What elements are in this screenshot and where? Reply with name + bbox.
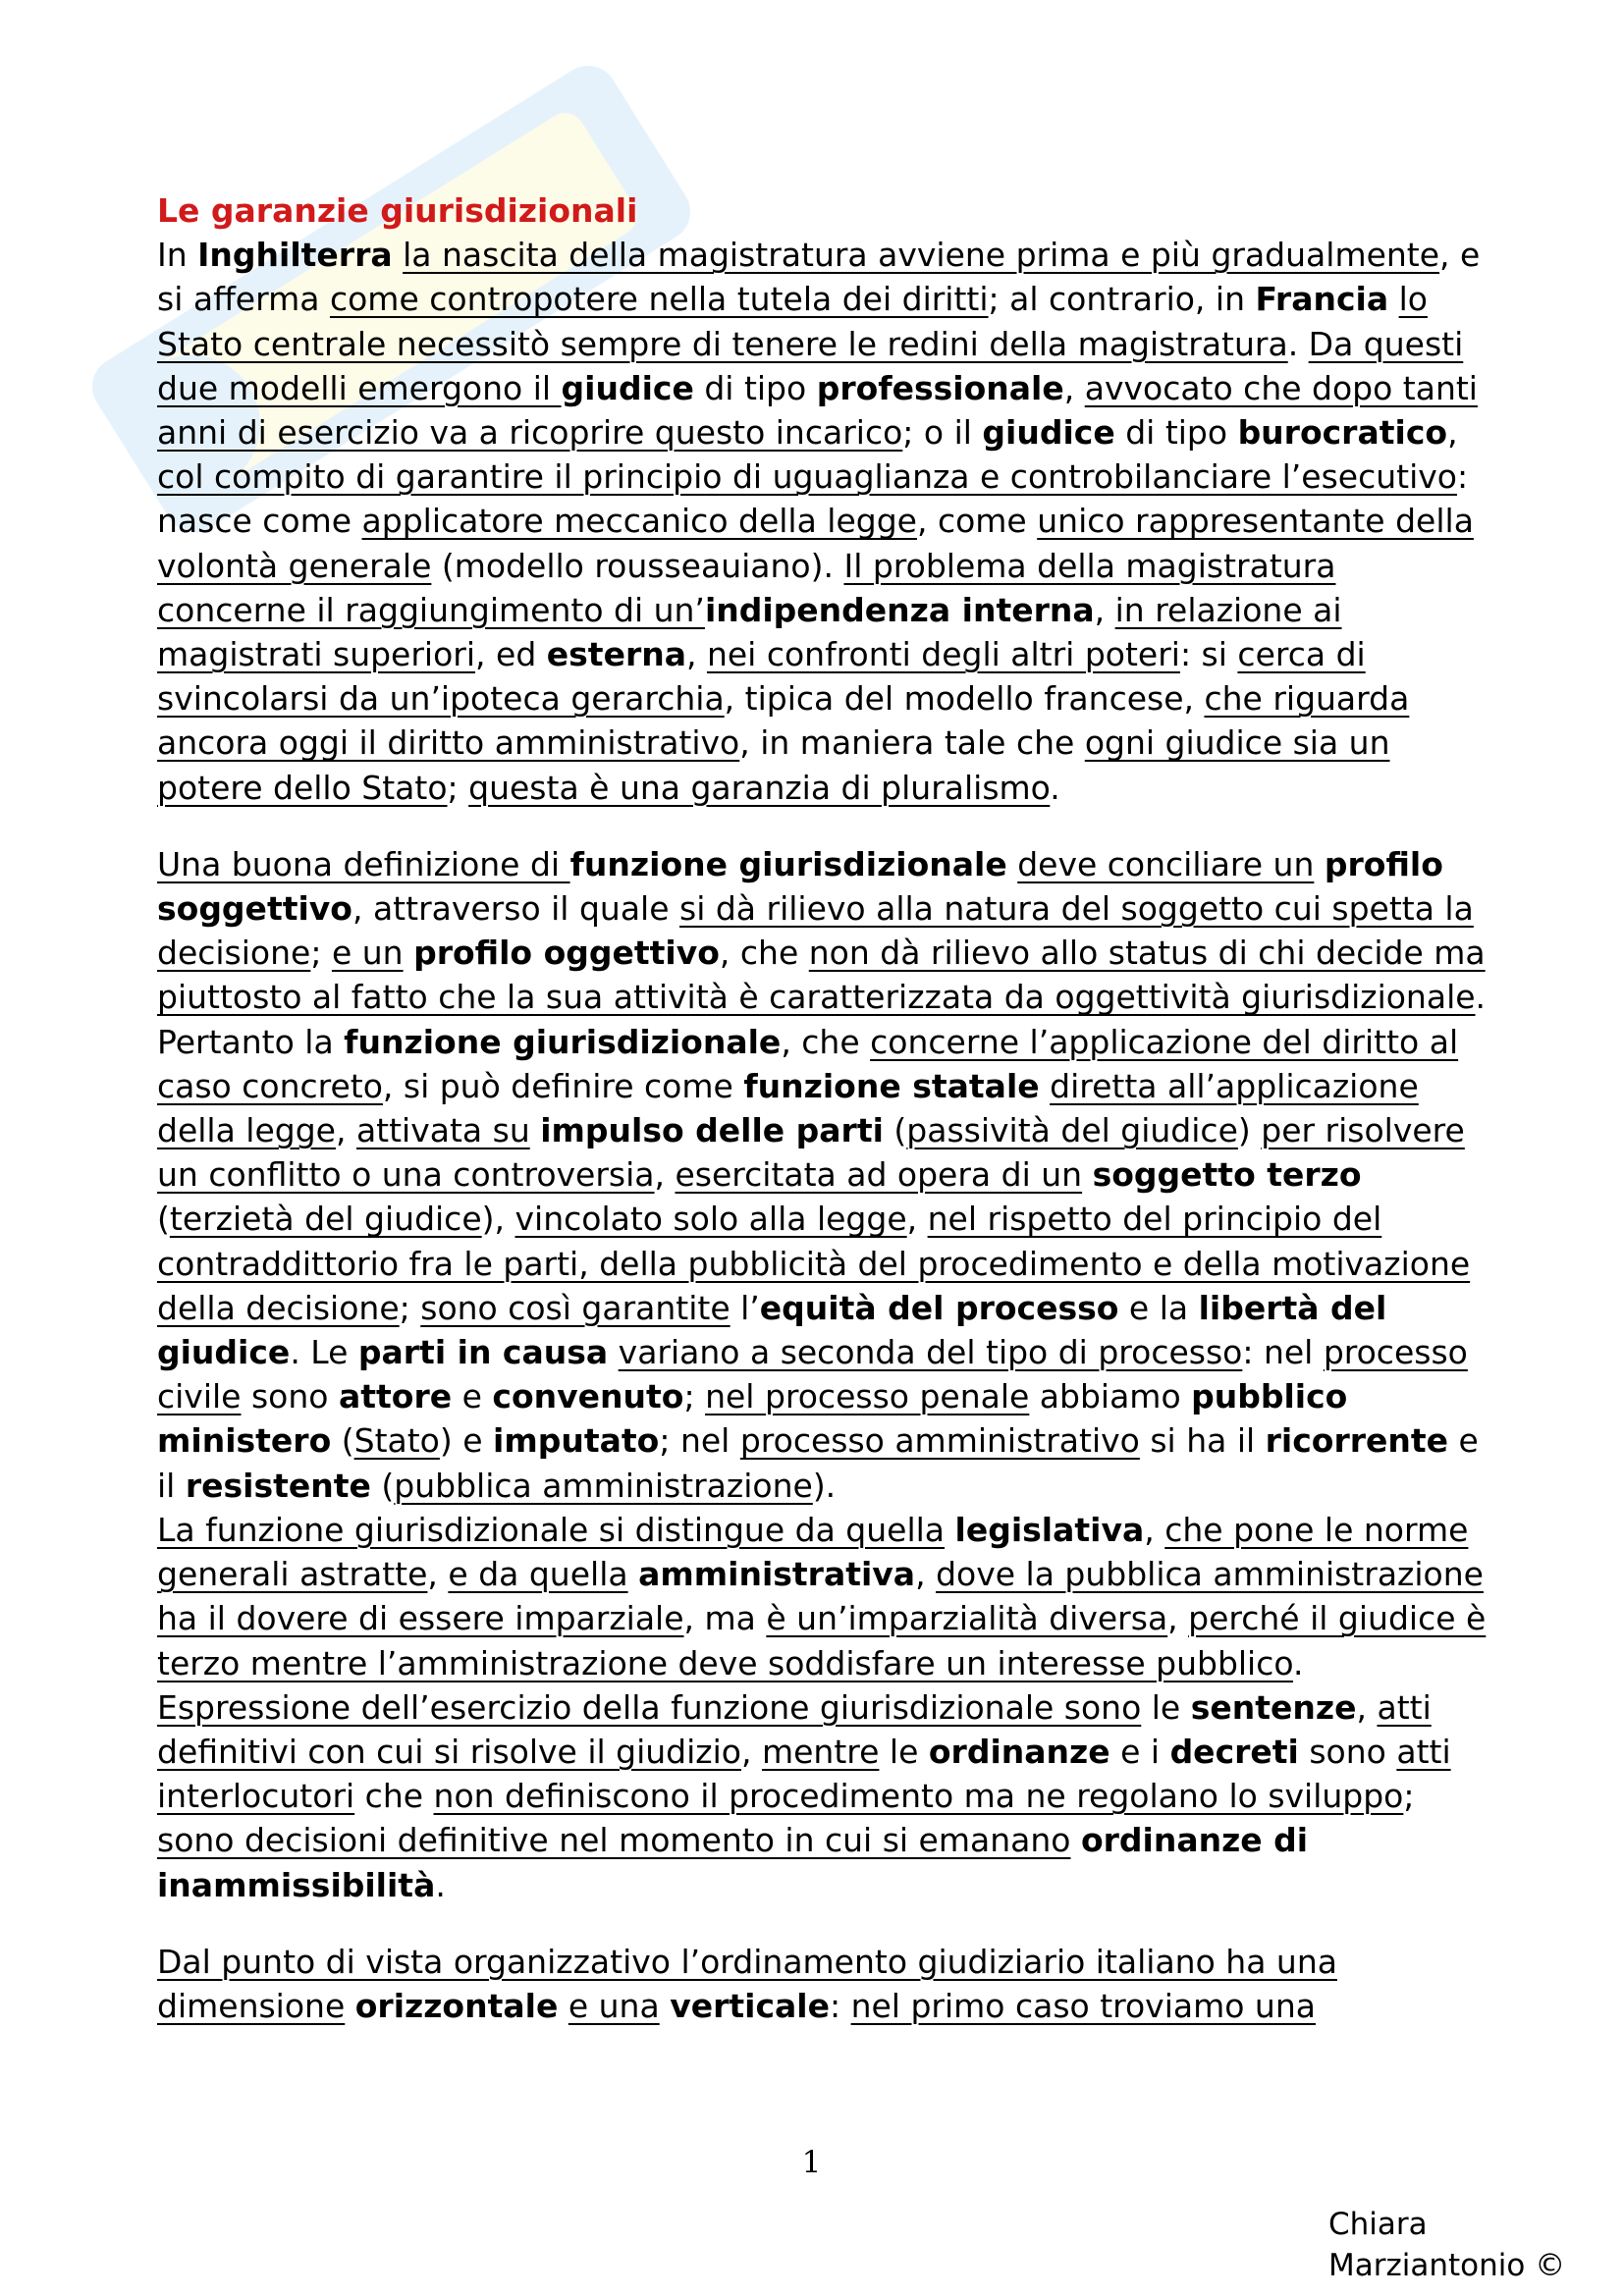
text-run: , che bbox=[719, 934, 809, 973]
text-run: di tipo bbox=[693, 368, 817, 407]
bold-text: pubblico ministero bbox=[157, 1377, 1348, 1461]
text-run: , che bbox=[781, 1022, 871, 1061]
text-run: ; bbox=[310, 934, 332, 973]
text-run bbox=[1388, 280, 1399, 318]
underlined-text: nel primo caso troviamo una bbox=[850, 1986, 1316, 2025]
bold-text: giudice bbox=[561, 368, 694, 407]
underlined-text: e da quella bbox=[448, 1555, 628, 1594]
text-run: , bbox=[1447, 413, 1458, 453]
text-run: abbiamo bbox=[1029, 1377, 1192, 1416]
text-run: , bbox=[427, 1555, 449, 1594]
underlined-text: dove la pubblica amministrazione ha il dovere di essere imparziale bbox=[157, 1555, 1484, 1638]
paragraph bbox=[157, 1020, 1492, 1508]
bold-text: verticale bbox=[670, 1986, 830, 2025]
paragraph bbox=[157, 1508, 1492, 1685]
document-title: Le garanzie giurisdizionali bbox=[157, 191, 638, 230]
author-credit: Chiara Marziantonio © bbox=[1328, 2207, 1566, 2283]
underlined-text: nei confronti degli altri poteri bbox=[706, 635, 1180, 674]
underlined-text: sono decisioni definitive nel momento in cui si emanano bbox=[157, 1821, 1071, 1860]
text-run: e bbox=[452, 1377, 493, 1416]
underlined-text: atti definitivi con cui si risolve il giudizio bbox=[157, 1687, 1432, 1771]
paragraph bbox=[157, 233, 1492, 810]
underlined-text: perché il giudice è terzo mentre l’amministrazione deve soddisfare un interesse pubblico bbox=[157, 1599, 1487, 1682]
text-run: e il bbox=[157, 1421, 1479, 1505]
underlined-text: Da questi due modelli emergono il bbox=[157, 324, 1464, 407]
underlined-text: la nascita della magistratura avviene prima e più gradualmente bbox=[403, 236, 1440, 275]
underlined-text: non dà rilievo allo status di chi decide ma piuttosto al fatto che la sua attività è caratterizzata da oggettività giurisdizionale bbox=[157, 934, 1486, 1017]
underlined-text: pubblica amministrazione bbox=[394, 1466, 813, 1505]
text-run: ; bbox=[683, 1377, 706, 1416]
bold-text: burocratico bbox=[1237, 413, 1448, 453]
text-run bbox=[345, 1987, 355, 2025]
text-run bbox=[628, 1555, 639, 1593]
underlined-text: questa è una garanzia di pluralismo bbox=[468, 768, 1051, 807]
text-run: ( bbox=[370, 1466, 395, 1505]
bold-text: profilo soggettivo bbox=[157, 844, 1443, 929]
text-run: : si bbox=[1179, 635, 1238, 674]
bold-text: imputato bbox=[493, 1421, 660, 1461]
text-run: ; nel bbox=[659, 1421, 740, 1461]
text-run: l’ bbox=[730, 1288, 760, 1327]
underlined-text: applicatore meccanico della legge bbox=[361, 502, 917, 541]
paragraph bbox=[157, 1940, 1492, 2028]
text-run: , in maniera tale che bbox=[739, 723, 1085, 763]
underlined-text: unico rappresentante della volontà generale bbox=[157, 502, 1474, 585]
bold-text: Francia bbox=[1255, 280, 1389, 319]
text-run: . bbox=[1292, 1643, 1304, 1682]
underlined-text: non definiscono il procedimento ma ne regolano lo sviluppo bbox=[433, 1777, 1404, 1816]
text-run: e i bbox=[1109, 1732, 1170, 1771]
text-run bbox=[660, 1987, 671, 2025]
underlined-text: ogni giudice sia un potere dello Stato bbox=[157, 723, 1390, 807]
underlined-text: come contropotere nella tutela dei diritti bbox=[329, 280, 989, 319]
text-run bbox=[1070, 1821, 1081, 1859]
text-run: , bbox=[1356, 1687, 1378, 1727]
bold-text: funzione statale bbox=[743, 1066, 1040, 1105]
text-run: sono bbox=[1298, 1732, 1397, 1771]
text-run: ; o il bbox=[902, 413, 983, 453]
text-run bbox=[530, 1111, 541, 1149]
text-run: , bbox=[1063, 368, 1085, 407]
text-run: , ma bbox=[683, 1599, 767, 1638]
bold-text: ricorrente bbox=[1265, 1421, 1449, 1461]
text-run: , bbox=[654, 1155, 676, 1195]
underlined-text: Stato bbox=[353, 1421, 440, 1461]
text-run: , bbox=[1144, 1510, 1165, 1549]
text-run: , si può definire come bbox=[382, 1066, 744, 1105]
bold-text: soggetto terzo bbox=[1092, 1155, 1362, 1195]
paragraph bbox=[157, 1685, 1492, 1907]
text-run: . bbox=[435, 1865, 446, 1904]
text-run: . bbox=[1475, 978, 1487, 1017]
underlined-text: concerne l’applicazione del diritto al caso concreto bbox=[157, 1022, 1459, 1105]
text-run: e la bbox=[1118, 1288, 1199, 1327]
text-run: , e si afferma bbox=[157, 236, 1481, 319]
bold-text: decreti bbox=[1169, 1732, 1299, 1771]
bold-text: equità del processo bbox=[759, 1288, 1119, 1327]
underlined-text: diretta all’applicazione della legge bbox=[157, 1066, 1419, 1150]
text-run: ; bbox=[1403, 1777, 1415, 1816]
text-run: , bbox=[906, 1200, 928, 1239]
text-run: ; bbox=[447, 768, 469, 807]
underlined-text: Dal punto di vista organizzativo l’ordinamento giudiziario italiano ha una dimensione bbox=[157, 1942, 1337, 2025]
bold-text: sentenze bbox=[1190, 1687, 1357, 1727]
text-run: sono bbox=[241, 1377, 339, 1416]
text-run: , come bbox=[916, 502, 1038, 541]
underlined-text: lo Stato centrale necessitò sempre di tenere le redini della magistratura bbox=[157, 280, 1428, 363]
bold-text: orizzontale bbox=[354, 1986, 559, 2025]
underlined-text: mentre bbox=[761, 1732, 880, 1771]
underlined-text: cerca di svincolarsi da un’ipoteca gerarchia bbox=[157, 635, 1366, 719]
text-run: le bbox=[1141, 1687, 1191, 1727]
underlined-text: atti interlocutori bbox=[157, 1732, 1451, 1816]
text-run bbox=[558, 1987, 568, 2025]
underlined-text: nel rispetto del principio del contraddittorio fra le parti, della pubblicità del procedimento e della motivazione della decisione bbox=[157, 1200, 1471, 1327]
text-run: , ed bbox=[475, 635, 547, 674]
underlined-text: vincolato solo alla legge bbox=[514, 1200, 907, 1239]
text-run: ; bbox=[399, 1288, 421, 1327]
text-run: , bbox=[1167, 1599, 1189, 1638]
bold-text: giudice bbox=[982, 413, 1115, 453]
page-number: 1 bbox=[801, 2145, 822, 2180]
underlined-text: nel processo penale bbox=[705, 1377, 1030, 1416]
underlined-text: La funzione giurisdizionale si distingue da quella bbox=[157, 1510, 946, 1549]
text-run: : nasce come bbox=[157, 457, 1469, 541]
text-run bbox=[1314, 845, 1325, 883]
underlined-text: in relazione ai magistrati superiori bbox=[157, 590, 1342, 674]
text-run: . bbox=[1287, 324, 1309, 363]
text-run: ( bbox=[331, 1421, 354, 1461]
underlined-text: sono così garantite bbox=[420, 1288, 730, 1327]
bold-text: indipendenza interna bbox=[704, 590, 1095, 629]
text-run: , bbox=[335, 1111, 356, 1150]
bold-text: funzione giurisdizionale bbox=[569, 844, 1007, 883]
underlined-text: col compito di garantire il principio di uguaglianza e controbilanciare l’esecutivo bbox=[157, 457, 1457, 497]
text-run: : bbox=[829, 1986, 851, 2025]
text-run bbox=[404, 934, 414, 972]
bold-text: esterna bbox=[546, 635, 686, 674]
text-run: ( bbox=[157, 1200, 170, 1239]
underlined-text: Espressione dell’esercizio della funzione giurisdizionale sono bbox=[157, 1687, 1142, 1727]
underlined-text: che pone le norme generali astratte bbox=[157, 1510, 1469, 1594]
paragraphs bbox=[157, 233, 1492, 2028]
bold-text: impulso delle parti bbox=[540, 1111, 884, 1150]
text-run bbox=[393, 236, 404, 274]
underlined-text: attivata su bbox=[355, 1111, 530, 1150]
underlined-text: è un’imparzialità diversa bbox=[766, 1599, 1168, 1638]
text-run: , bbox=[685, 635, 707, 674]
text-run: , bbox=[1094, 590, 1115, 629]
underlined-text: Una buona definizione di bbox=[157, 844, 570, 883]
text-run: , bbox=[740, 1732, 762, 1771]
paragraph bbox=[157, 842, 1492, 1020]
text-run: In bbox=[157, 236, 198, 275]
bold-text: ordinanze di inammissibilità bbox=[157, 1821, 1309, 1904]
text-run: ; al contrario, in bbox=[988, 280, 1256, 319]
text-run: ) e bbox=[439, 1421, 494, 1461]
underlined-text: avvocato che dopo tanti anni di esercizio va a ricoprire questo incarico bbox=[157, 368, 1478, 453]
text-run: . bbox=[1050, 768, 1060, 807]
text-run: ). bbox=[812, 1466, 837, 1505]
bold-text: professionale bbox=[816, 368, 1064, 407]
document-body bbox=[157, 188, 1492, 2028]
bold-text: attore bbox=[338, 1377, 453, 1416]
underlined-text: processo amministrativo bbox=[739, 1421, 1140, 1461]
text-run: ( bbox=[883, 1111, 907, 1150]
text-run bbox=[1007, 845, 1018, 883]
text-run: : nel bbox=[1242, 1333, 1324, 1372]
bold-text: convenuto bbox=[492, 1377, 684, 1416]
bold-text: libertà del giudice bbox=[157, 1288, 1387, 1372]
text-run: Pertanto la bbox=[157, 1022, 345, 1061]
underlined-text: e una bbox=[568, 1986, 660, 2025]
bold-text: resistente bbox=[185, 1466, 371, 1505]
text-run: . Le bbox=[290, 1333, 358, 1372]
text-run: (modello rousseauiano). bbox=[431, 546, 844, 585]
underlined-text: e un bbox=[331, 934, 404, 973]
underlined-text: per risolvere un conflitto o una controversia bbox=[157, 1111, 1465, 1195]
text-run bbox=[608, 1333, 619, 1371]
underlined-text: terzietà del giudice bbox=[169, 1200, 482, 1239]
underlined-text: si dà rilievo alla natura del soggetto cui spetta la decisione bbox=[157, 889, 1474, 973]
text-run: , bbox=[915, 1555, 937, 1594]
bold-text: Inghilterra bbox=[197, 236, 393, 275]
text-run: le bbox=[879, 1732, 929, 1771]
underlined-text: Il problema della magistratura concerne il raggiungimento di un’ bbox=[157, 546, 1336, 629]
text-run: che bbox=[354, 1777, 434, 1816]
text-run: di tipo bbox=[1114, 413, 1238, 453]
bold-text: legislativa bbox=[954, 1510, 1145, 1549]
underlined-text: deve conciliare un bbox=[1017, 844, 1315, 883]
text-run: ) bbox=[1237, 1111, 1262, 1150]
text-run: , tipica del modello francese, bbox=[724, 679, 1205, 719]
bold-text: profilo oggettivo bbox=[413, 934, 720, 973]
bold-text: funzione giurisdizionale bbox=[344, 1022, 782, 1061]
underlined-text: passività del giudice bbox=[906, 1111, 1238, 1150]
underlined-text: variano a seconda del tipo di processo bbox=[618, 1333, 1243, 1372]
text-run bbox=[1082, 1155, 1093, 1194]
text-run bbox=[945, 1511, 955, 1549]
bold-text: amministrativa bbox=[638, 1555, 916, 1594]
text-run: , attraverso il quale bbox=[352, 889, 679, 929]
underlined-text: processo civile bbox=[157, 1333, 1468, 1416]
underlined-text: che riguarda ancora oggi il diritto amministrativo bbox=[157, 679, 1410, 763]
text-run: ), bbox=[481, 1200, 515, 1239]
text-run: si ha il bbox=[1139, 1421, 1266, 1461]
bold-text: parti in causa bbox=[357, 1333, 609, 1372]
text-run bbox=[1040, 1067, 1051, 1105]
bold-text: ordinanze bbox=[928, 1732, 1110, 1771]
underlined-text: esercitata ad opera di un bbox=[675, 1155, 1083, 1195]
